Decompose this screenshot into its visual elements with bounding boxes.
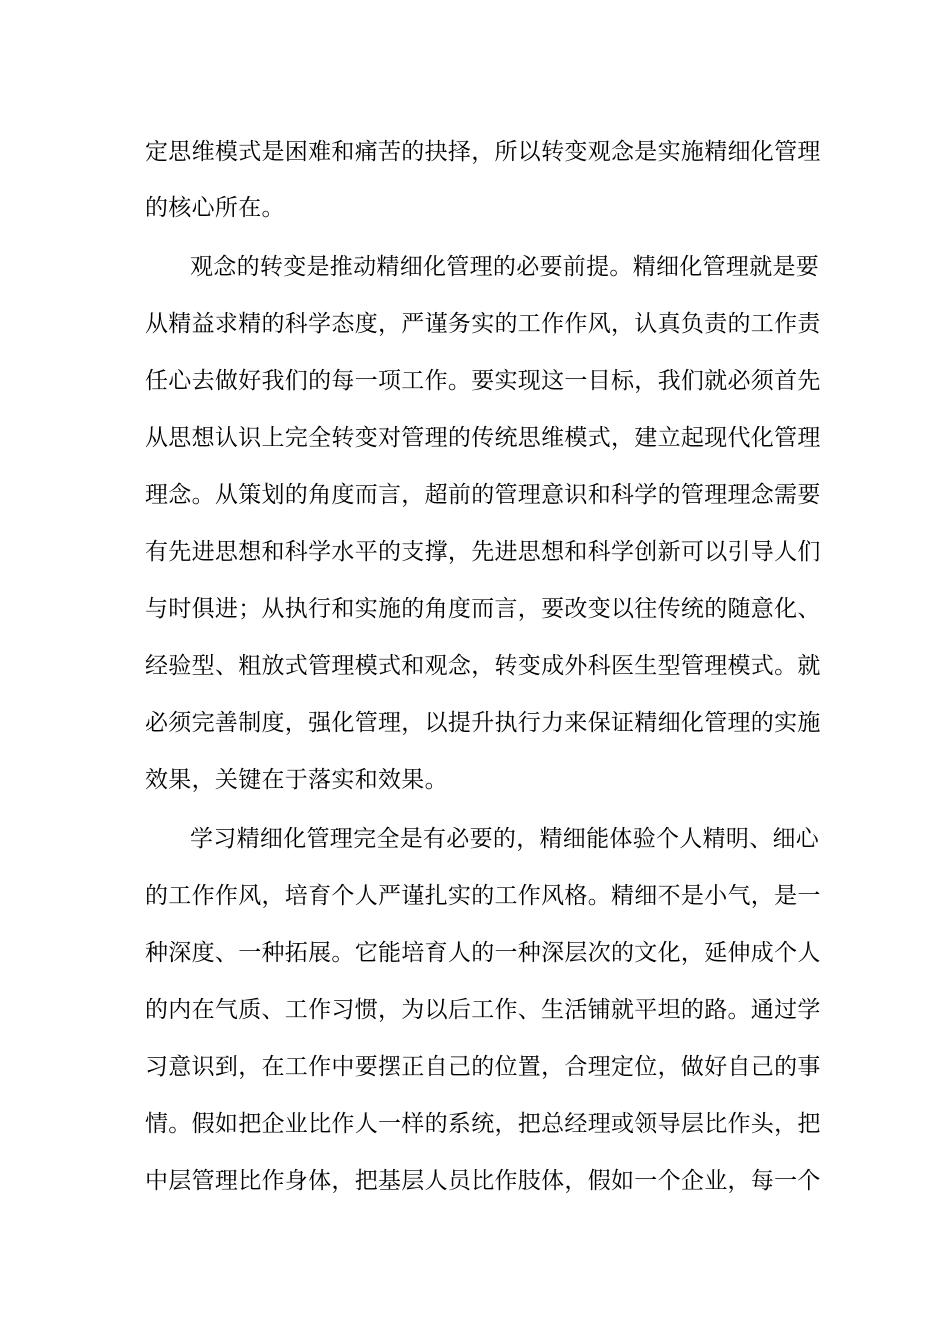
text-line: 的工作作风，培育个人严谨扎实的工作风格。精细不是小气，是一 bbox=[145, 883, 821, 909]
paragraph-first-line: 学习精细化管理完全是有必要的，精细能体验个人精明、细心 bbox=[190, 826, 820, 852]
text-line: 有先进思想和科学水平的支撑，先进思想和科学创新可以引导人们 bbox=[145, 539, 821, 565]
text-line: 理念。从策划的角度而言，超前的管理意识和科学的管理理念需要 bbox=[145, 482, 821, 508]
text-line: 的内在气质、工作习惯，为以后工作、生活铺就平坦的路。通过学 bbox=[145, 997, 821, 1023]
text-line: 必须完善制度，强化管理，以提升执行力来保证精细化管理的实施 bbox=[145, 710, 821, 736]
text-line: 效果，关键在于落实和效果。 bbox=[145, 767, 448, 793]
text-line: 种深度、一种拓展。它能培育人的一种深层次的文化，延伸成个人 bbox=[145, 940, 821, 966]
text-line: 经验型、粗放式管理模式和观念，转变成外科医生型管理模式。就 bbox=[145, 653, 821, 679]
text-line: 情。假如把企业比作人一样的系统，把总经理或领导层比作头，把 bbox=[145, 1111, 821, 1137]
paragraph-first-line: 观念的转变是推动精细化管理的必要前提。精细化管理就是要 bbox=[190, 254, 820, 280]
text-line: 习意识到，在工作中要摆正自己的位置，合理定位，做好自己的事 bbox=[145, 1054, 821, 1080]
text-line: 定思维模式是困难和痛苦的抉择，所以转变观念是实施精细化管理 bbox=[145, 139, 821, 165]
text-line: 中层管理比作身体，把基层人员比作肢体，假如一个企业，每一个 bbox=[145, 1168, 821, 1194]
text-line: 任心去做好我们的每一项工作。要实现这一目标，我们就必须首先 bbox=[145, 368, 821, 394]
text-line: 的核心所在。 bbox=[145, 195, 285, 221]
text-line: 从思想认识上完全转变对管理的传统思维模式，建立起现代化管理 bbox=[145, 425, 821, 451]
text-line: 从精益求精的科学态度，严谨务实的工作作风，认真负责的工作责 bbox=[145, 311, 821, 337]
text-line: 与时俱进；从执行和实施的角度而言，要改变以往传统的随意化、 bbox=[145, 596, 821, 622]
